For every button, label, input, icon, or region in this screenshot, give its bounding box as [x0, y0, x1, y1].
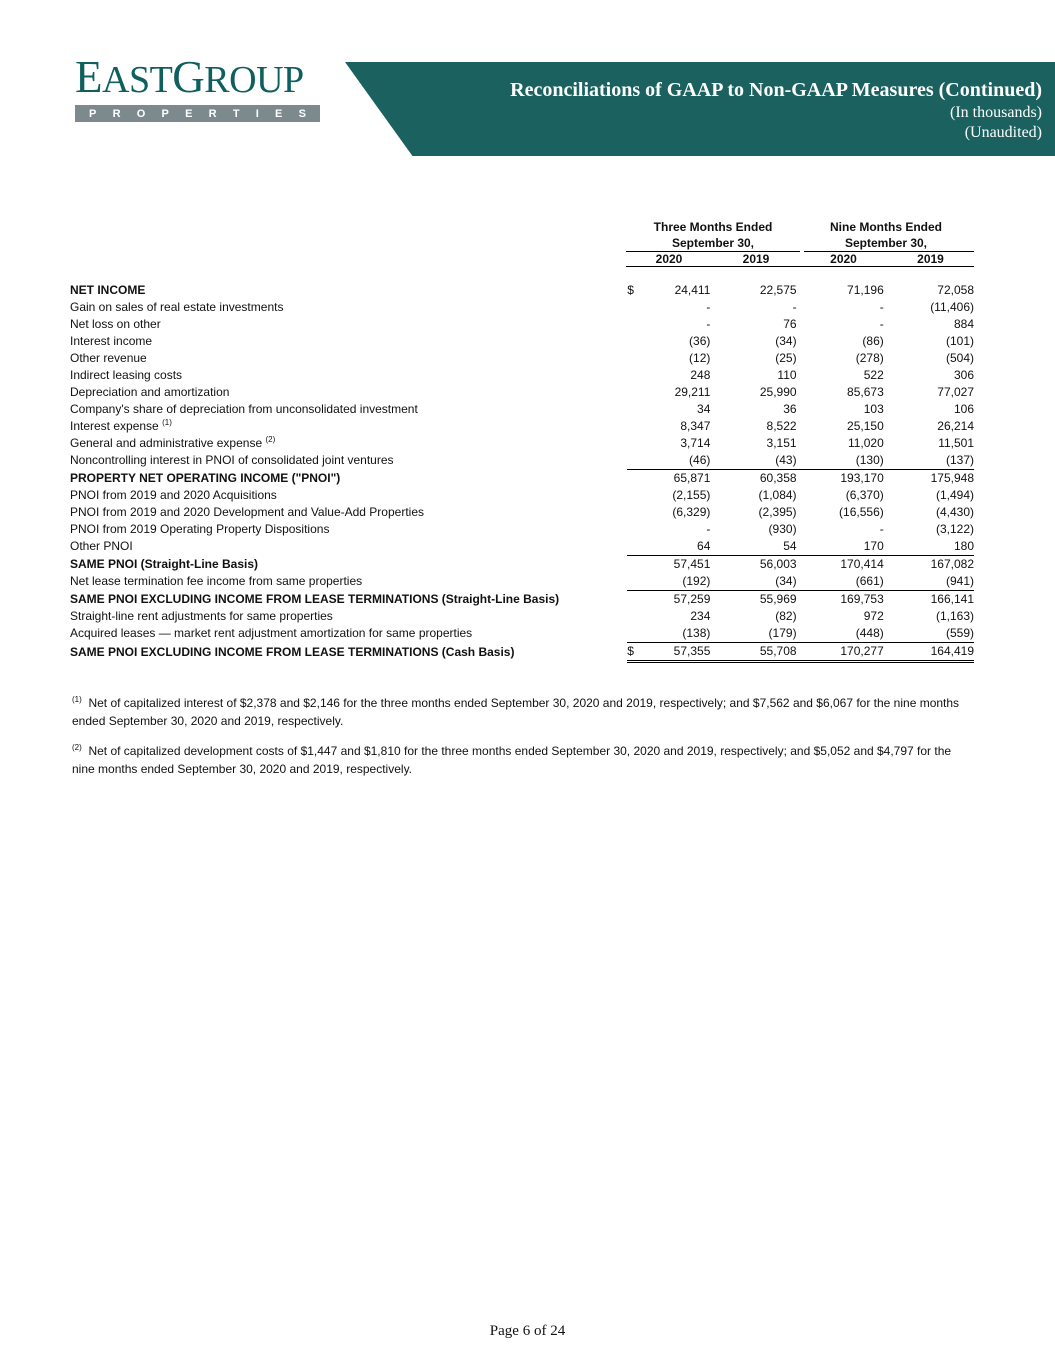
value-cell: (6,370) [845, 488, 884, 502]
value-cell: 55,708 [710, 643, 796, 662]
value-cell: 24,411 [674, 283, 711, 297]
currency-symbol [627, 299, 641, 316]
currency-symbol [627, 504, 641, 521]
value-cell: 103 [863, 402, 884, 416]
table-row [70, 608, 974, 625]
table-row [70, 643, 974, 662]
value-cell: (2,395) [758, 505, 797, 519]
table-row [70, 487, 974, 504]
value-cell: 170,414 [797, 556, 884, 574]
value-cell: (3,122) [935, 522, 974, 536]
value-cell: (1,494) [935, 488, 974, 502]
value-cell: (2,155) [672, 488, 711, 502]
table-row [70, 384, 974, 401]
value-cell: (448) [855, 626, 884, 640]
currency-symbol [627, 435, 641, 452]
table-row [70, 282, 974, 299]
table-row [70, 452, 974, 470]
year-header-rule [626, 266, 974, 267]
table-row [70, 418, 974, 435]
value-cell: 248 [690, 368, 711, 382]
currency-symbol [627, 333, 641, 350]
table-row [70, 316, 974, 333]
currency-symbol [627, 384, 641, 401]
currency-symbol [627, 487, 641, 504]
value-cell: 55,969 [710, 591, 796, 609]
logo-properties-bar: P R O P E R T I E S [75, 105, 320, 122]
table-row [70, 367, 974, 384]
value-cell: (43) [775, 453, 797, 467]
value-cell: (1,084) [758, 488, 797, 502]
value-cell: 8,522 [766, 419, 797, 433]
row-label: PNOI from 2019 and 2020 Development and Value-Add Properties [70, 505, 424, 519]
currency-symbol [627, 401, 641, 418]
table-row [70, 556, 974, 574]
value-cell: 36 [783, 402, 797, 416]
value-cell: (82) [775, 609, 797, 623]
value-cell: - [879, 300, 884, 314]
unaudited-subtitle: (Unaudited) [964, 124, 1042, 141]
value-cell: 57,259 [641, 591, 710, 609]
units-subtitle: (In thousands) [950, 104, 1042, 121]
row-label: SAME PNOI (Straight-Line Basis) [70, 556, 259, 571]
currency-symbol [627, 573, 641, 591]
value-cell: 175,948 [884, 470, 974, 488]
value-cell: (137) [945, 453, 974, 467]
value-cell: 522 [863, 368, 884, 382]
value-cell: 65,871 [641, 470, 710, 488]
value-cell: 170,277 [797, 643, 884, 662]
currency-symbol: $ [627, 643, 641, 662]
footnote-2: $^{(2)}$ Net of capitalized development costs of $1,447 and $1,810 for the three months ended September 30, 2020 and 2019, respectively; and $5,052 and $4,797 for the nine months ended September 30, 2020 and 2019, respectively. [72, 743, 952, 776]
reconciliation-table [70, 282, 974, 663]
value-cell: 34 [697, 402, 711, 416]
table-row [70, 504, 974, 521]
row-label: Interest expense $^{(1)}$ [70, 418, 172, 433]
value-cell: 64 [697, 539, 711, 553]
currency-symbol [627, 538, 641, 556]
currency-symbol [627, 591, 641, 609]
row-label: Company's share of depreciation from unconsolidated investment [70, 402, 418, 416]
value-cell: (130) [855, 453, 884, 467]
table-row [70, 401, 974, 418]
reconciliation-table-body [70, 282, 974, 662]
value-cell: 164,419 [884, 643, 974, 662]
value-cell: (192) [682, 574, 711, 588]
value-cell: 29,211 [674, 385, 711, 399]
currency-symbol: $ [627, 283, 634, 297]
table-row [70, 333, 974, 350]
value-cell: (941) [945, 574, 974, 588]
currency-symbol [627, 452, 641, 470]
value-cell: (25) [775, 351, 797, 365]
value-cell: 22,575 [759, 283, 797, 297]
value-cell: (278) [855, 351, 884, 365]
row-label: Other PNOI [70, 539, 133, 554]
value-cell: 26,214 [937, 419, 974, 433]
footnote-1: $^{(1)}$ Net of capitalized interest of $2,378 and $2,146 for the three months ended September 30, 2020 and 2019, respectively; and $7,562 and $6,067 for the nine months ended September 30, 2020 and 2019, respectively. [72, 695, 960, 728]
value-cell: (504) [945, 351, 974, 365]
value-cell: 11,020 [847, 436, 884, 450]
value-cell: - [706, 522, 711, 536]
nine-months-header-line2: September 30, [844, 236, 928, 250]
value-cell: 884 [953, 317, 974, 331]
three-months-header-line2: September 30, [671, 236, 755, 250]
value-cell: 76 [783, 317, 797, 331]
row-label: PNOI from 2019 and 2020 Acquisitions [70, 488, 277, 502]
value-cell: (6,329) [672, 505, 711, 519]
currency-symbol [627, 350, 641, 367]
table-row [70, 625, 974, 643]
value-cell: 234 [690, 609, 711, 623]
currency-symbol [627, 556, 641, 574]
table-row [70, 470, 974, 488]
value-cell: (36) [689, 334, 711, 348]
value-cell: 170 [863, 539, 884, 553]
value-cell: (86) [862, 334, 884, 348]
value-cell: 167,082 [884, 556, 974, 574]
row-label: Interest income [70, 334, 153, 348]
value-cell: 54 [783, 539, 797, 553]
value-cell: - [792, 300, 797, 314]
table-row [70, 521, 974, 538]
row-label: General and administrative expense $^{(2)}$ [70, 435, 276, 450]
currency-symbol [627, 521, 641, 538]
row-label: Indirect leasing costs [70, 368, 183, 382]
value-cell: 56,003 [710, 556, 796, 574]
value-cell: 25,990 [759, 385, 797, 399]
table-row [70, 435, 974, 452]
value-cell: (930) [768, 522, 797, 536]
year-header: 2020 [830, 252, 857, 266]
value-cell: (138) [682, 626, 711, 640]
year-header: 2019 [742, 252, 770, 266]
value-cell: (34) [775, 334, 797, 348]
value-cell: 85,673 [847, 385, 884, 399]
value-cell: 193,170 [797, 470, 884, 488]
value-cell: 972 [863, 609, 884, 623]
row-label: Gain on sales of real estate investments [70, 300, 284, 314]
value-cell: 306 [953, 368, 974, 382]
value-cell: - [879, 522, 884, 536]
value-cell: (46) [689, 453, 711, 467]
value-cell: 169,753 [797, 591, 884, 609]
currency-symbol [627, 625, 641, 643]
value-cell: 106 [953, 402, 974, 416]
currency-symbol [627, 316, 641, 333]
value-cell: (179) [768, 626, 797, 640]
nine-months-header-line1: Nine Months Ended [830, 220, 942, 234]
row-label: Depreciation and amortization [70, 385, 230, 399]
value-cell: (559) [945, 626, 974, 640]
value-cell: 166,141 [884, 591, 974, 609]
table-row [70, 538, 974, 556]
row-label: SAME PNOI EXCLUDING INCOME FROM LEASE TERMINATIONS (Cash Basis) [70, 644, 515, 659]
table-row [70, 591, 974, 609]
row-label: PNOI from 2019 Operating Property Dispositions [70, 522, 330, 536]
value-cell: 60,358 [710, 470, 796, 488]
value-cell: (12) [689, 351, 711, 365]
value-cell: (1,163) [935, 609, 974, 623]
row-label: SAME PNOI EXCLUDING INCOME FROM LEASE TERMINATIONS (Straight-Line Basis) [70, 591, 560, 606]
value-cell: - [706, 317, 711, 331]
row-label: PROPERTY NET OPERATING INCOME ("PNOI") [70, 470, 341, 485]
value-cell: (16,556) [839, 505, 884, 519]
currency-symbol [627, 470, 641, 488]
row-label: Net loss on other [70, 317, 161, 331]
table-row [70, 573, 974, 591]
value-cell: 110 [777, 368, 797, 382]
value-cell: 25,150 [847, 419, 884, 433]
currency-symbol [627, 418, 641, 435]
header-banner [345, 62, 1055, 156]
table-row [70, 299, 974, 316]
value-cell: (11,406) [930, 300, 974, 314]
value-cell: - [706, 300, 711, 314]
footnote-marker: (1) [162, 418, 172, 427]
value-cell: 3,151 [766, 436, 797, 450]
row-label: NET INCOME [70, 283, 146, 297]
table-row [70, 350, 974, 367]
value-cell: 71,196 [847, 283, 884, 297]
footnote-marker: (2) [265, 435, 276, 444]
page-title: Reconciliations of GAAP to Non-GAAP Measures (Continued) [510, 79, 1042, 101]
value-cell: 8,347 [680, 419, 711, 433]
row-label: Straight-line rent adjustments for same properties [70, 609, 333, 623]
currency-symbol [627, 608, 641, 625]
company-logo [75, 52, 325, 122]
value-cell: 72,058 [937, 283, 974, 297]
value-cell: 57,355 [641, 643, 710, 662]
row-label: Acquired leases — market rent adjustment amortization for same properties [70, 626, 473, 641]
currency-symbol [627, 367, 641, 384]
value-cell: (661) [855, 574, 884, 588]
three-months-header-line1: Three Months Ended [653, 220, 773, 234]
value-cell: (34) [775, 574, 797, 588]
value-cell: 3,714 [680, 436, 711, 450]
value-cell: (4,430) [935, 505, 974, 519]
page-number: Page 6 of 24 [489, 1323, 566, 1339]
year-header: 2020 [655, 252, 683, 266]
row-label: Other revenue [70, 351, 147, 365]
year-header: 2019 [917, 252, 944, 266]
value-cell: - [879, 317, 884, 331]
value-cell: 77,027 [937, 385, 974, 399]
value-cell: (101) [945, 334, 974, 348]
value-cell: 11,501 [938, 436, 974, 450]
value-cell: 57,451 [641, 556, 710, 574]
row-label: Net lease termination fee income from same properties [70, 574, 363, 589]
row-label: Noncontrolling interest in PNOI of consolidated joint ventures [70, 453, 394, 468]
value-cell: 180 [953, 539, 974, 553]
logo-wordmark: EASTGROUP [75, 52, 304, 102]
